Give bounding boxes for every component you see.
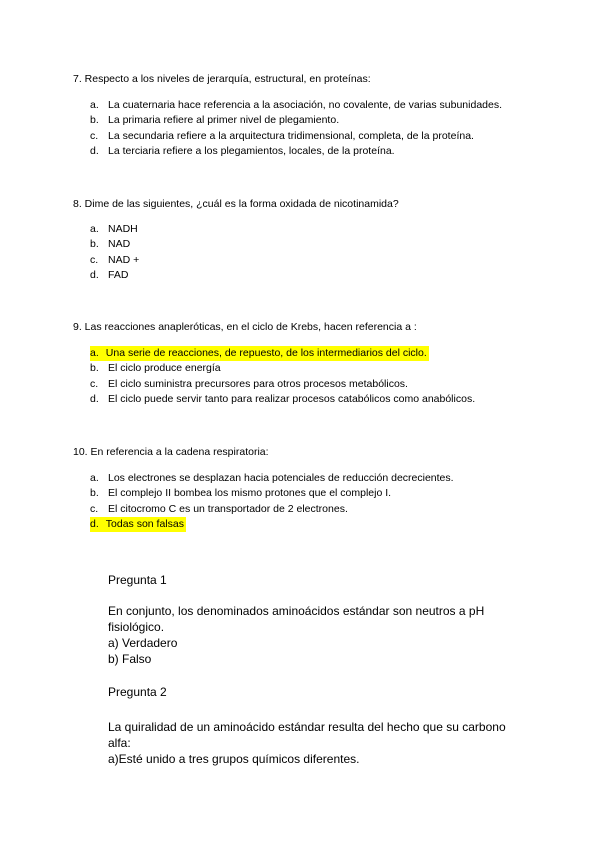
list-item: b. El complejo II bombea los mismo protones que el complejo I.: [90, 487, 392, 500]
pregunta-2-text: La quiralidad de un aminoácido estándar resulta del hecho que su carbono alfa: a)Esté unido a tres grupos químicos diferentes.: [108, 720, 506, 766]
question-7: 7. Respecto a los niveles de jerarquía, estructural, en proteínas:: [73, 73, 371, 85]
highlighted-answer: a. Una serie de reacciones, de repuesto, de los intermediarios del ciclo.: [90, 346, 429, 361]
list-item: [90, 517, 186, 532]
pregunta-1-option-a: a) Verdadero: [108, 636, 178, 650]
list-item: c. El citocromo C es un transportador de 2 electrones.: [90, 502, 348, 515]
question-9-options: [90, 346, 476, 407]
pregunta-1-title: Pregunta 1: [108, 573, 167, 587]
list-item: d. El ciclo puede servir tanto para realizar procesos catabólicos como anabólicos.: [90, 392, 476, 405]
question-10-options: [90, 471, 454, 532]
highlighted-answer: d. Todas son falsas: [90, 517, 186, 532]
question-10: 10. En referencia a la cadena respiratoria:: [73, 446, 269, 458]
list-item: c. El ciclo suministra precursores para otros procesos metabólicos.: [90, 377, 408, 390]
list-item: [90, 346, 429, 361]
pregunta-1-option-b: b) Falso: [108, 652, 152, 666]
question-9: 9. Las reacciones anapleróticas, en el ciclo de Krebs, hacen referencia a :: [73, 321, 417, 333]
pregunta-2-title: Pregunta 2: [108, 685, 167, 699]
pregunta-1-text: En conjunto, los denominados aminoácidos estándar son neutros a pH fisiológico. a) Verdadero b) Falso: [108, 604, 485, 666]
list-item: a. Los electrones se desplazan hacia potenciales de reducción decrecientes.: [90, 472, 454, 484]
question-8: 8. Dime de las siguientes, ¿cuál es la forma oxidada de nicotinamida?: [73, 198, 399, 210]
pregunta-2-option-a: a)Esté unido a tres grupos químicos diferentes.: [108, 752, 360, 766]
list-item: b. El ciclo produce energía: [90, 362, 221, 375]
